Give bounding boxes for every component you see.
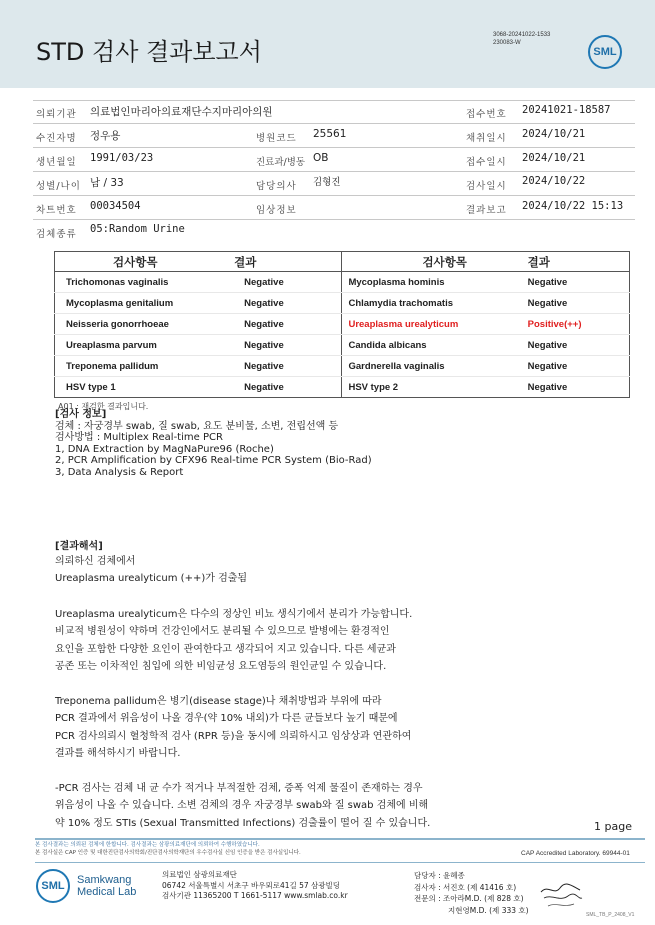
test-item: Trichomonas vaginalis (55, 272, 235, 293)
interpretation-p3: Treponema pallidum은 병기(disease stage)나 채취방법과 부위에 따라 PCR 결과에서 위음성이 나올 경우(약 10% 내외)가 다른 균들보다 높기 때문에 PCR 검사의뢰시 혈청학적 검사 (RPR 등)을 동시에 의뢰하시고 임상상과 연관하여 결과를 해석하시기 바랍니다. (55, 696, 412, 759)
collect-date-label: 채취일시 (466, 133, 507, 144)
test-item: Candida albicans (342, 335, 528, 356)
page-number: 1 page (594, 820, 632, 833)
interpretation-p4: -PCR 검사는 검체 내 균 수가 적거나 부적절한 검체, 증폭 억제 물질이 존재하는 경우 위음성이 나올 수 있습니다. 소변 검체의 경우 자궁경부 swab와 질 swab 검체에 비해 약 10% 정도 STIs (Sexual Transmitted Infections) 검출률이 떨어 질 수 있습니다. (55, 783, 431, 829)
test-info-specimen: 검체 : 자궁경부 swab, 질 swab, 요도 분비물, 소변, 전립선액 등 (55, 420, 339, 432)
doctor-value: 김형진 (313, 177, 341, 188)
test-item: Neisseria gonorrhoeae (55, 314, 235, 335)
test-result: Negative (234, 335, 342, 356)
test-info-step: 3, Data Analysis & Report (55, 466, 184, 478)
table-row (55, 272, 630, 293)
footer-divider (35, 838, 645, 840)
test-item: Mycoplasma genitalium (55, 293, 235, 314)
test-date-label: 검사일시 (466, 181, 507, 192)
dob-value: 1991/03/23 (90, 152, 154, 164)
results-header-row (55, 252, 630, 272)
test-info-step: 1, DNA Extraction by MagNaPure96 (Roche) (55, 443, 274, 455)
test-info (55, 409, 372, 478)
test-item: Mycoplasma hominis (342, 272, 528, 293)
sml-logo-icon: SML (36, 869, 70, 903)
department-label: 진료과/병동 (256, 157, 306, 168)
clinical-label: 임상정보 (256, 205, 297, 216)
patient-label: 수진자명 (36, 133, 77, 144)
lab-staff: 담당자 : 윤혜종 검사자 : 서진호 (제 41416 호) 전문의 : 조아라M.D. (제 828 호) 지현영M.D. (제 333 호) (414, 871, 529, 915)
test-info-step: 2, PCR Amplification by CFX96 Real-time PCR System (Bio-Rad) (55, 455, 372, 466)
hospital-code-label: 병원코드 (256, 133, 297, 144)
test-result: Negative (528, 335, 630, 356)
lab-address: 의료법인 삼광의료재단 06742 서울특별시 서초구 바우뫼로41길 57 삼광빌딩 검사기관 11365200 T 1661-5117 www.smlab.co.kr (162, 870, 348, 900)
test-item: Treponema pallidum (55, 356, 235, 377)
results-table (54, 251, 630, 398)
receipt-date-label: 접수일시 (466, 157, 507, 168)
table-row (55, 293, 630, 314)
table-row (55, 377, 630, 398)
test-result: Negative (528, 356, 630, 377)
col-result-right: 결과 (528, 252, 630, 272)
brand-name: Samkwang Medical Lab (77, 874, 137, 898)
department-value: OB (313, 152, 329, 164)
receipt-no-value: 20241021-18587 (522, 104, 611, 116)
report-code: 3068-20241022-1533 230083-W (493, 32, 551, 46)
report-title: STD 검사 결과보고서 (36, 38, 262, 66)
test-item: Chlamydia trachomatis (342, 293, 528, 314)
test-result: Negative (234, 314, 342, 335)
test-item: HSV type 2 (342, 377, 528, 398)
cap-accreditation: CAP Accredited Laboratory. 69944-01 (521, 850, 630, 857)
specimen-value: 05:Random Urine (90, 223, 185, 235)
col-result-left: 결과 (234, 252, 342, 272)
doctor-label: 담당의사 (256, 181, 297, 192)
collect-date-value: 2024/10/21 (522, 128, 586, 140)
specimen-label: 검체종류 (36, 229, 77, 240)
dob-label: 생년월일 (36, 157, 77, 168)
test-item: Ureaplasma parvum (55, 335, 235, 356)
sex-age-label: 성별/나이 (36, 181, 81, 192)
test-item: HSV type 1 (55, 377, 235, 398)
table-row (55, 314, 630, 335)
institution-value: 의료법인마리아의료재단수지마리아의원 (90, 106, 273, 118)
receipt-date-value: 2024/10/21 (522, 152, 586, 164)
footer-divider (35, 862, 645, 863)
test-result: Negative (528, 293, 630, 314)
receipt-no-label: 접수번호 (466, 109, 507, 120)
chart-no-label: 차트번호 (36, 205, 77, 216)
hospital-code-value: 25561 (313, 128, 347, 140)
signature-icon (538, 882, 584, 910)
retest-note: A01 : 재검한 결과입니다. (58, 402, 149, 411)
test-result: Negative (528, 377, 630, 398)
test-info-method: 검사방법 : Multiplex Real-time PCR (55, 432, 223, 443)
test-info-heading: [검사 정보] (55, 409, 107, 420)
patient-value: 정우용 (90, 130, 121, 142)
test-result-positive: Positive(++) (528, 314, 630, 335)
chart-no-value: 00034504 (90, 200, 141, 212)
interpretation-p2: Ureaplasma urealyticum은 다수의 정상인 비뇨 생식기에서 분리가 가능합니다. 비교적 병원성이 약하며 건강인에서도 분리될 수 있으므로 발병에는 환경적인 요인을 포함한 다양한 요인이 관여한다고 생각되어 지고 있습니다. 다른 세균과 공존 또는 이차적인 침입에 의한 비임균성 요도염등의 원인균일 수 있습니다. (55, 609, 413, 672)
test-result: Negative (234, 356, 342, 377)
test-result: Negative (528, 272, 630, 293)
col-item-left: 검사항목 (55, 252, 235, 272)
test-result: Negative (234, 377, 342, 398)
institution-label: 의뢰기관 (36, 109, 77, 120)
footer-fine-print: 본 검사결과는 의뢰된 검체에 한합니다. 검사결과는 삼광의료재단에 의뢰하여 수행하였습니다. (35, 842, 260, 848)
table-row (55, 356, 630, 377)
col-item-right: 검사항목 (342, 252, 528, 272)
test-date-value: 2024/10/22 (522, 175, 586, 187)
test-item-positive: Ureaplasma urealyticum (342, 314, 528, 335)
interpretation-title: [결과해석] (55, 541, 103, 552)
sml-logo-icon: SML (588, 35, 622, 69)
document-id: SML_TB_P_2408_V1 (586, 912, 635, 918)
test-item: Gardnerella vaginalis (342, 356, 528, 377)
footer-fine-print: 본 검사실은 CAP 인증 및 대한진단검사의학회/진단검사의학재단의 우수검사실 신임 인증을 받은 검사실입니다. (35, 850, 301, 856)
table-row (55, 335, 630, 356)
test-result: Negative (234, 272, 342, 293)
report-label: 결과보고 (466, 205, 507, 216)
report-header (0, 0, 655, 88)
report-value: 2024/10/22 15:13 (522, 200, 624, 212)
interpretation-p1: 의뢰하신 검체에서 Ureaplasma urealyticum (++)가 검출됨 (55, 556, 248, 585)
test-result: Negative (234, 293, 342, 314)
sex-age-value: 남 / 33 (90, 177, 124, 189)
